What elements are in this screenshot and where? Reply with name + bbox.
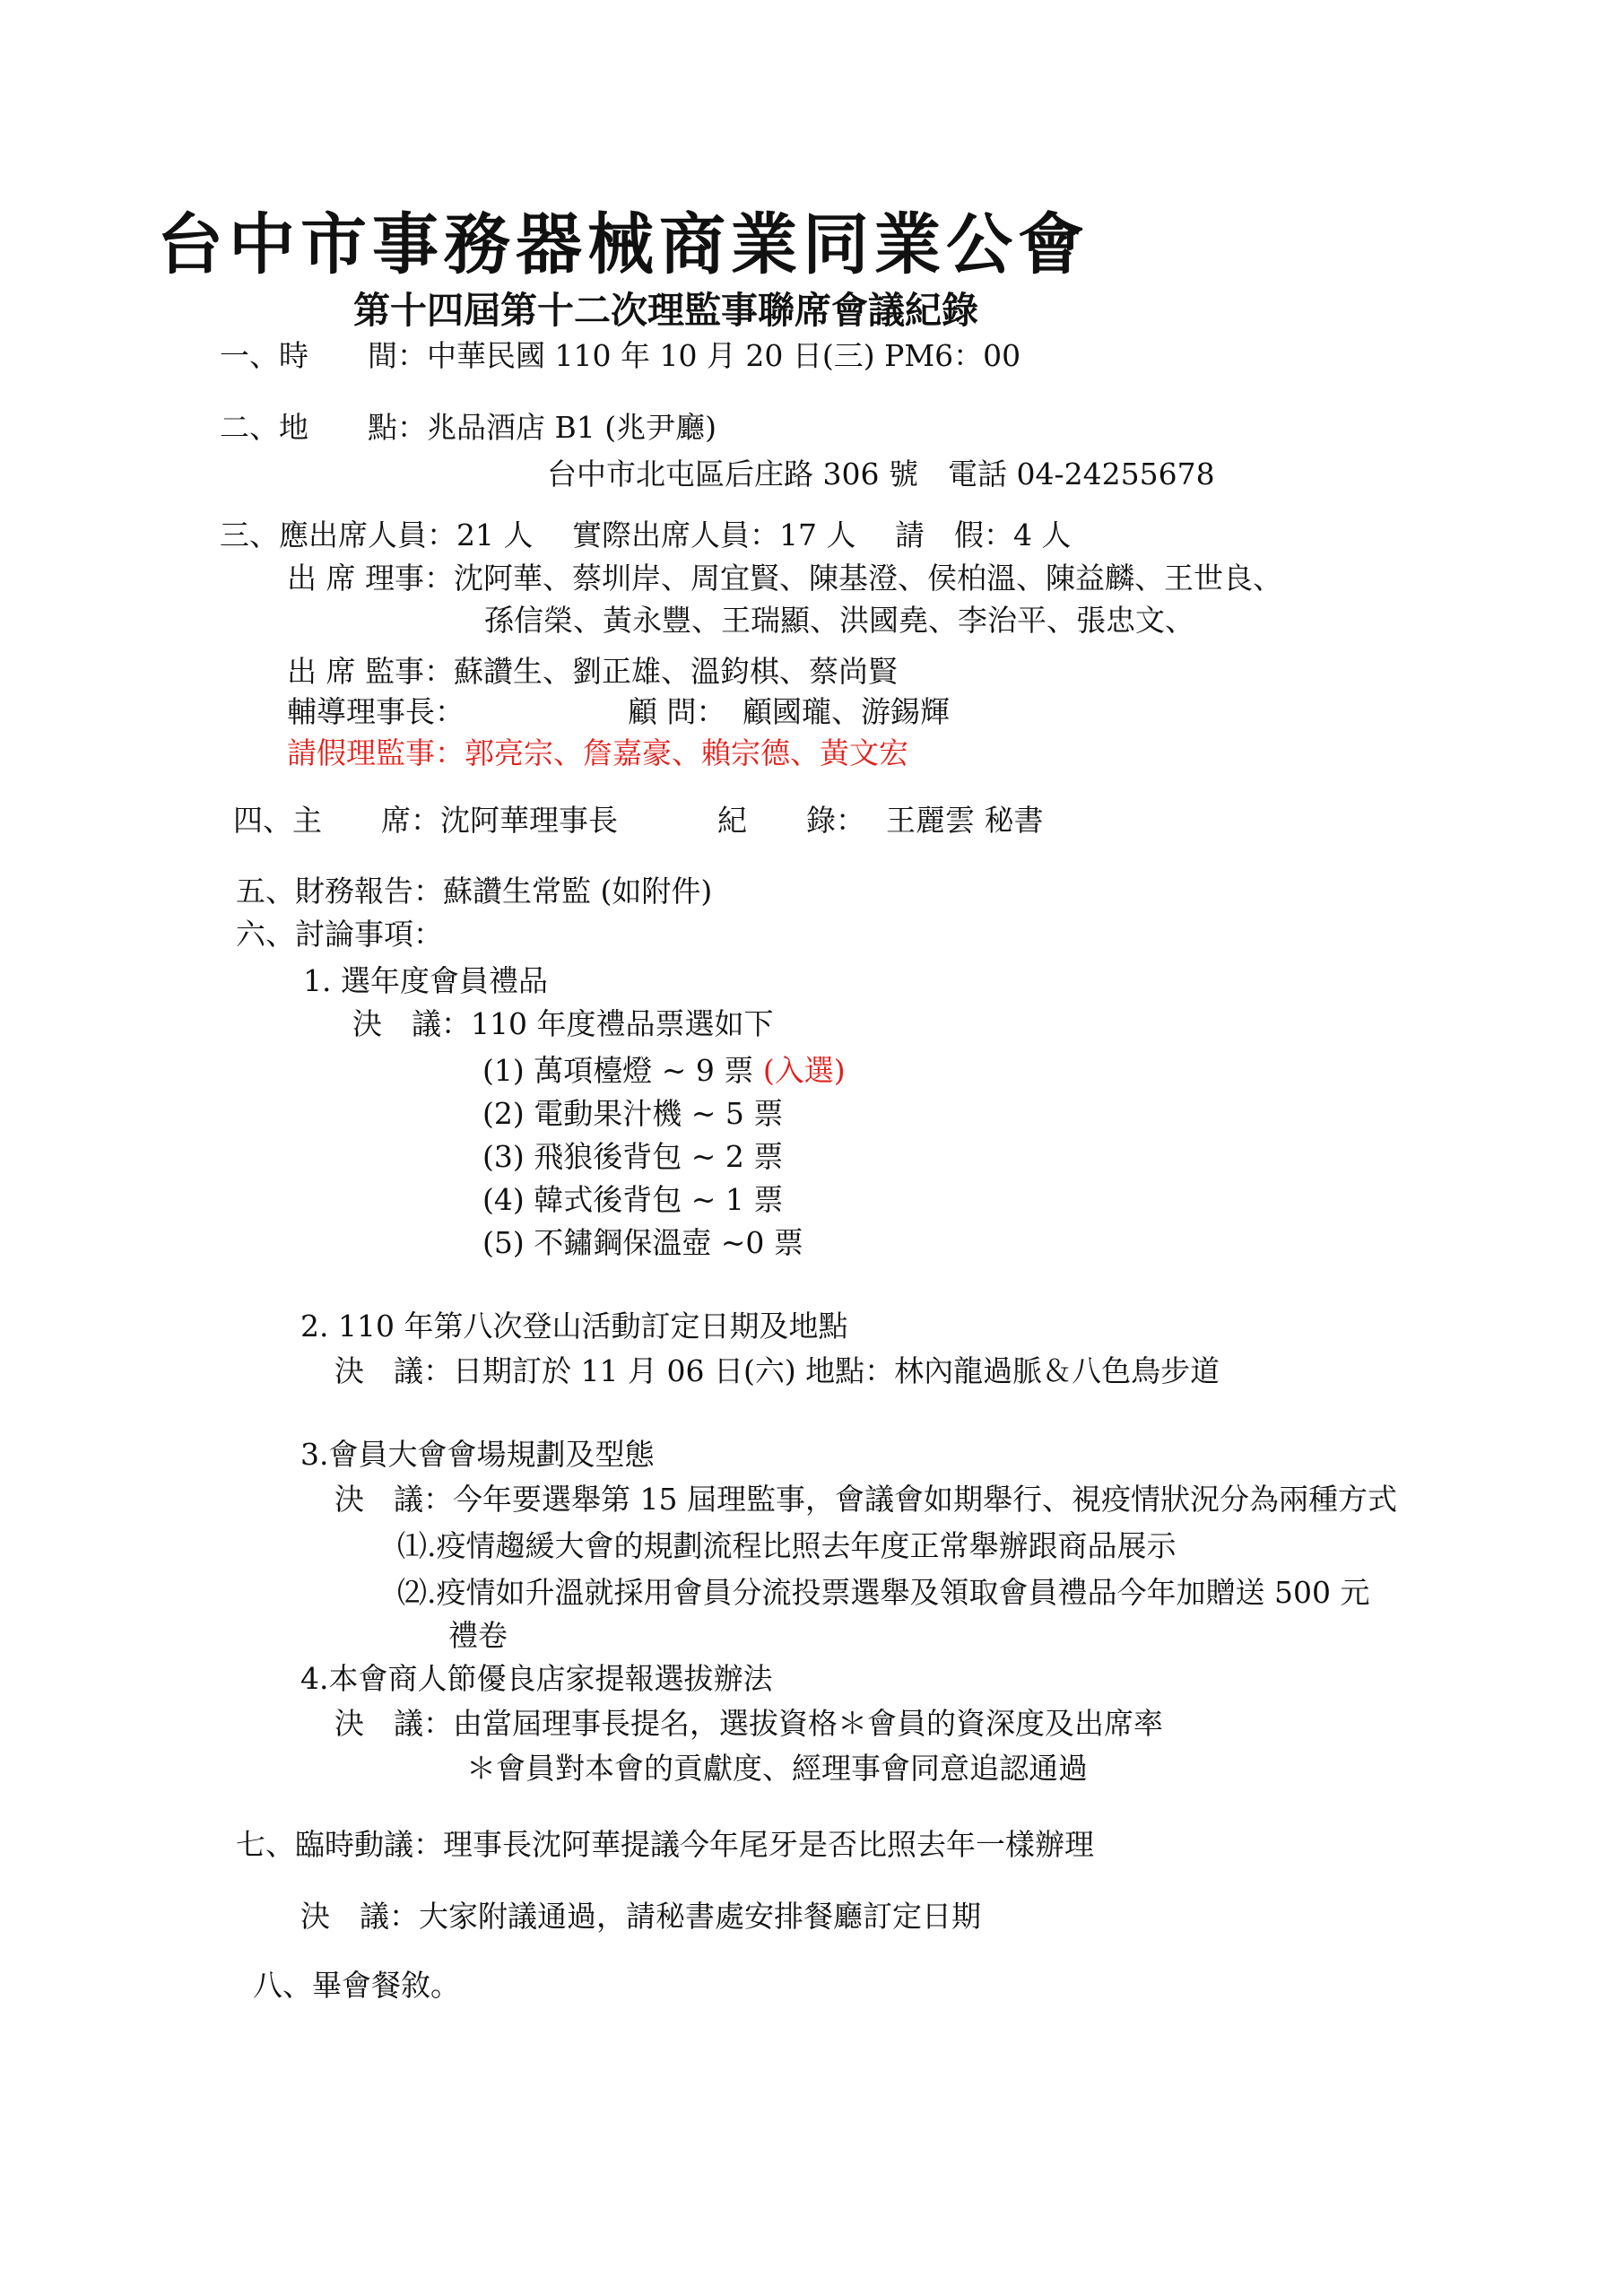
- absent-label: 請假理監事：: [287, 735, 465, 770]
- time-label: 一、時 間：: [220, 338, 427, 373]
- attending-directors-label: 出 席 理事：: [287, 561, 454, 596]
- section-closing: 八、畢會餐敘。: [253, 1968, 460, 2003]
- recorder-label: 紀 錄：: [717, 803, 865, 838]
- section-chair: [233, 801, 1044, 840]
- section-finance: 五、財務報告：蘇讚生常監 (如附件): [236, 874, 713, 909]
- advisor-label: 顧 問：: [628, 694, 726, 729]
- venue-value: 兆品酒店 B1 (兆尹廳): [427, 410, 716, 445]
- item4-resolution-cont: ＊會員對本會的貢獻度、經理事會同意追認通過: [466, 1751, 1088, 1786]
- chair-label: 四、主 席：: [233, 803, 440, 838]
- item2-resolution: 決 議：日期訂於 11 月 06 日(六) 地點：林內龍過脈＆八色鳥步道: [334, 1353, 1220, 1388]
- item3-title: 3.會員大會會場規劃及型態: [300, 1437, 655, 1472]
- attending-directors-cont: 孫信榮、黃永豐、王瑞顯、洪國堯、李治平、張忠文、: [484, 603, 1194, 638]
- item1-title: 1. 選年度會員禮品: [303, 963, 548, 998]
- absent-members: 郭亮宗、詹嘉豪、賴宗德、黃文宏: [465, 735, 908, 770]
- venue-label: 二、地 點：: [220, 410, 427, 445]
- option-2: (2) 電動果汁機 ~ 5 票: [482, 1096, 784, 1131]
- absent-line: [287, 734, 908, 773]
- item4-resolution: 決 議：由當屆理事長提名，選拔資格＊會員的資深度及出席率: [334, 1706, 1163, 1741]
- selected-tag: (入選): [762, 1053, 846, 1088]
- document-title: 台中市事務器械商業同業公會: [157, 206, 1090, 283]
- recorder-name: 王麗雲 秘書: [886, 803, 1044, 838]
- item3-point-2-cont: 禮卷: [448, 1618, 508, 1653]
- section-venue: [220, 408, 716, 448]
- venue-address: 台中市北屯區后庄路 306 號 電話 04-24255678: [547, 457, 1215, 491]
- item1-resolution: 決 議：110 年度禮品票選如下: [352, 1006, 774, 1041]
- advisors: 顧國瓏、游錫輝: [743, 694, 950, 729]
- item3-point-1: ⑴.疫情趨緩大會的規劃流程比照去年度正常舉辦跟商品展示: [397, 1528, 1177, 1563]
- extempore-resolution: 決 議：大家附議通過，請秘書處安排餐廳訂定日期: [300, 1899, 981, 1934]
- attending-directors-line: [287, 559, 1282, 598]
- attending-supervisors: 蘇讚生、劉正雄、溫鈞棋、蔡尚賢: [453, 654, 898, 689]
- option-5: (5) 不鏽鋼保溫壺 ~0 票: [482, 1225, 803, 1260]
- section-time: [220, 336, 1020, 376]
- item3-point-2: ⑵.疫情如升溫就採用會員分流投票選舉及領取會員禮品今年加贈送 500 元: [397, 1575, 1370, 1610]
- item4-title: 4.本會商人節優良店家提報選拔辦法: [300, 1661, 773, 1696]
- option-1: [482, 1051, 846, 1091]
- item2-title: 2. 110 年第八次登山活動訂定日期及地點: [300, 1309, 848, 1344]
- time-value: 中華民國 110 年 10 月 20 日(三) PM6：00: [427, 338, 1021, 373]
- meeting-subtitle: 第十四屆第十二次理監事聯席會議紀錄: [353, 289, 978, 332]
- option-4: (4) 韓式後背包 ~ 1 票: [482, 1182, 784, 1217]
- attending-supervisors-line: [287, 652, 898, 691]
- option-1-text: (1) 萬項檯燈 ~ 9 票: [482, 1053, 754, 1088]
- attending-directors: 沈阿華、蔡圳岸、周宜賢、陳基澄、侯柏溫、陳益麟、王世良、: [453, 561, 1282, 596]
- section-discussion: 六、討論事項：: [236, 917, 443, 952]
- option-3: (3) 飛狼後背包 ~ 2 票: [482, 1139, 784, 1174]
- coach-label: 輔導理事長：: [287, 694, 465, 729]
- chair-name: 沈阿華理事長: [440, 803, 618, 838]
- attending-supervisors-label: 出 席 監事：: [287, 654, 454, 689]
- section-extempore: 七、臨時動議：理事長沈阿華提議今年尾牙是否比照去年一樣辦理: [236, 1827, 1094, 1862]
- attendance-summary: 三、應出席人員：21 人 實際出席人員：17 人 請 假：4 人: [220, 517, 1072, 552]
- item3-resolution: 決 議：今年要選舉第 15 屆理監事，會議會如期舉行、視疫情狀況分為兩種方式: [334, 1482, 1397, 1517]
